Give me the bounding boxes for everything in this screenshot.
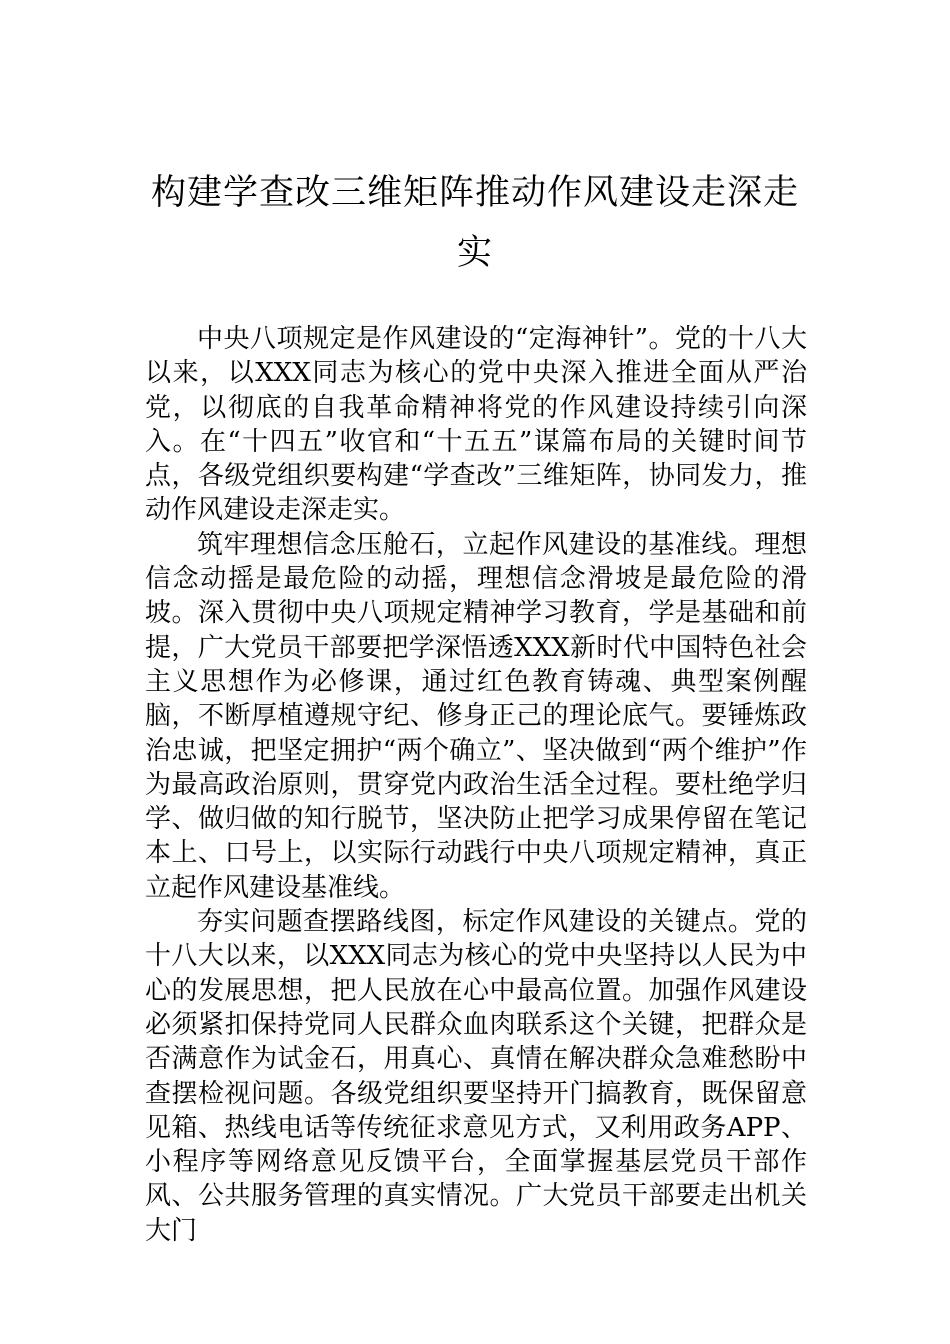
paragraph-2: 筑牢理想信念压舱石，立起作风建设的基准线。理想信念动摇是最危险的动摇，理想信念滑坡是最危险的滑坡。深入贯彻中央八项规定精神学习教育，学是基础和前提，广大党员干部要把学深悟透XXX新时代中国特色社会主义思想作为必修课，通过红色教育铸魂、典型案例醒脑，不断厚植遵规守纪、修身正己的理论底气。要锤炼政治忠诚，把坚定拥护“两个确立”、坚决做到“两个维护”作为最高政治原则，贯穿党内政治生活全过程。要杜绝学归学、做归做的知行脱节，坚决防止把学习成果停留在笔记本上、口号上，以实际行动践行中央八项规定精神，真正立起作风建设基准线。 xyxy=(145,529,807,903)
paragraph-1: 中央八项规定是作风建设的“定海神针”。党的十八大以来，以XXX同志为核心的党中央深入推进全面从严治党，以彻底的自我革命精神将党的作风建设持续引向深入。在“十四五”收官和“十五五”谋篇布局的关键时间节点，各级党组织要构建“学查改”三维矩阵，协同发力，推动作风建设走深走实。 xyxy=(145,324,807,526)
document-title: 构建学查改三维矩阵推动作风建设走深走实 xyxy=(150,173,799,273)
paragraph-3: 夯实问题查摆路线图，标定作风建设的关键点。党的十八大以来，以XXX同志为核心的党中央坚持以人民为中心的发展思想，把人民放在心中最高位置。加强作风建设必须紧扣保持党同人民群众血肉联系这个关键，把群众是否满意作为试金石，用真心、真情在解决群众急难愁盼中查摆检视问题。各级党组织要坚持开门搞教育，既保留意见箱、热线电话等传统征求意见方式，又利用政务APP、小程序等网络意见反馈平台，全面掌握基层党员干部作风、公共服务管理的真实情况。广大党员干部要走出机关大门 xyxy=(145,907,807,1246)
document-body xyxy=(145,322,807,1248)
